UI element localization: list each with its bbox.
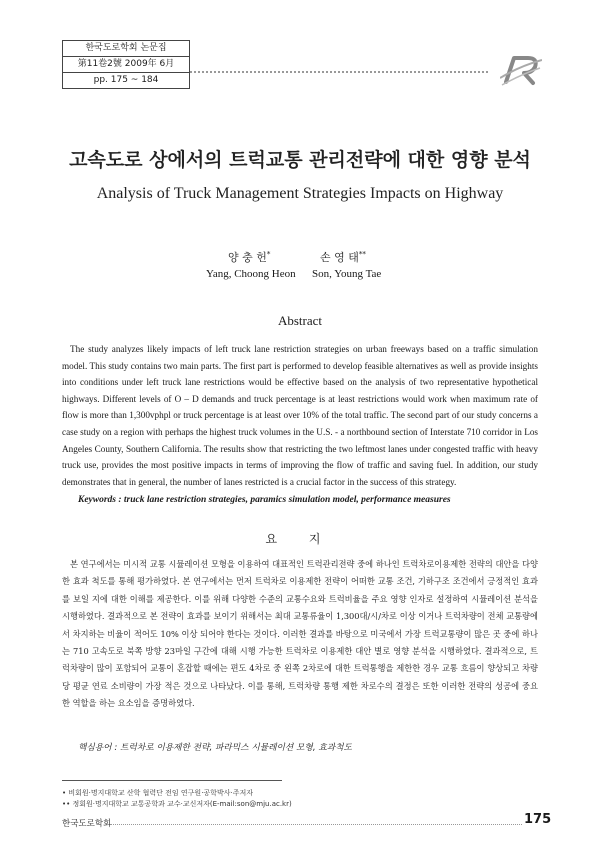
author-2-english: Son, Young Tae — [312, 268, 382, 280]
title-english: Analysis of Truck Management Strategies Impacts on Highway — [96, 185, 504, 202]
journal-logo-icon — [500, 52, 542, 88]
summary-heading: 요 지 — [265, 532, 335, 546]
author-2-korean: 손 영 태** — [320, 250, 366, 264]
page-number: 175 — [524, 812, 552, 827]
footnote-1: • 비회원·명지대학교 산학 협력단 전임 연구원·공학박사·주저자 — [62, 789, 253, 797]
author-1-korean: 양 충 헌* — [228, 250, 271, 264]
footnote-2: •• 정회원·명지대학교 교통공학과 교수·교신저자(E-mail:son@mju.ac.kr) — [62, 800, 292, 808]
abstract-text: The study analyzes likely impacts of left truck lane restriction strategies on urban freeways based on a traffic simulation model. This study contains two main parts. The first part is performed to develop feasible alternatives as well as provide insights into conditions under left truck lane restrictions would be effective based on the analysis of two representative hypothetical highways. Different levels of O – D demands and truck percentage is at least restrictions would work when maximum rate of flow is more than 1,300vphpl or truck percentage is at least over 10% of the total traffic. The second part of our study concerns a case study on a region with perhaps the highest truck volumes in the U.S. - a northbound section of Interstate 710 corridor in Los Angeles County, Southern California. The results show that restricting the two leftmost lanes under congested traffic with heavy truck use, provides the most positive impacts in terms of improving the flow of traffic and saving fuel. In addition, our study demonstrates that in general, the number of lanes restricted is a crucial factor in the success of this strategy. — [62, 344, 538, 487]
keywords-english: Keywords : truck lane restriction strategies, paramics simulation model, performance measures — [78, 495, 451, 505]
footnote-rule — [62, 780, 282, 781]
journal-volume: 第11卷2號 2009年 6月 — [63, 56, 189, 72]
journal-info-box — [62, 40, 190, 89]
summary-korean-text: 본 연구에서는 미시적 교통 시뮬레이션 모형을 이용하여 대표적인 트럭관리전략 중에 하나인 트럭차로이용제한 전략의 대안을 다양한 효과 척도를 통해 평가하였다. 본 연구에서는 먼저 트럭차로 이용제한 전략이 어떠한 교통 조건, 기하구조 조건에서 긍정적인 효과를 보일 지에 대한 이해를 제공한다. 이를 위해 다양한 수준의 교통수요와 트럭비율을 주요 영향 인자로 설정하여 시뮬레이션 분석을 시행하였다. 결과적으로 본 전략이 효과를 보이기 위해서는 최대 교통류율이 1,300대/시/차로 이상 이거나 트럭차량이 전체 교통량에서 차지하는 비율이 적어도 10% 이상 되어야 한다는 것이다. 이러한 결과를 바탕으로 미국에서 가장 트럭교통량이 많은 곳 중에 하나는 710 고속도로 북쪽 방향 23마일 구간에 대해 시행 가능한 트럭차로 이용제한 대안 별로 영향 분석을 시행하였다. 결과적으로, 트럭차량이 많이 포함되어 교통이 혼잡할 때에는 편도 4차로 중 왼쪽 2차로에 대한 트럭통행을 제한한 경우 교통 흐름이 향상되고 차량 당 평균 연료 소비량이 가장 적은 것으로 나타났다. 이를 통해, 트럭차량 통행 제한 차로수의 결정은 또한 이러한 전략의 성공에 중요한 역할을 하는 요소임을 증명하였다. — [62, 559, 538, 709]
keywords-korean: 핵심용어 : 트럭차로 이용제한 전략, 파라믹스 시뮬레이션 모형, 효과척도 — [78, 743, 352, 753]
title-korean: 고속도로 상에서의 트럭교통 관리전략에 대한 영향 분석 — [69, 149, 531, 171]
header-dotted-line — [190, 71, 488, 73]
journal-pages: pp. 175 ~ 184 — [63, 72, 189, 88]
journal-name: 한국도로학회 논문집 — [85, 43, 167, 53]
footer-dotted-line — [110, 824, 522, 825]
abstract-heading: Abstract — [277, 313, 323, 328]
author-1-english: Yang, Choong Heon — [206, 268, 296, 280]
footer-society-name: 한국도로학회 — [62, 819, 112, 829]
